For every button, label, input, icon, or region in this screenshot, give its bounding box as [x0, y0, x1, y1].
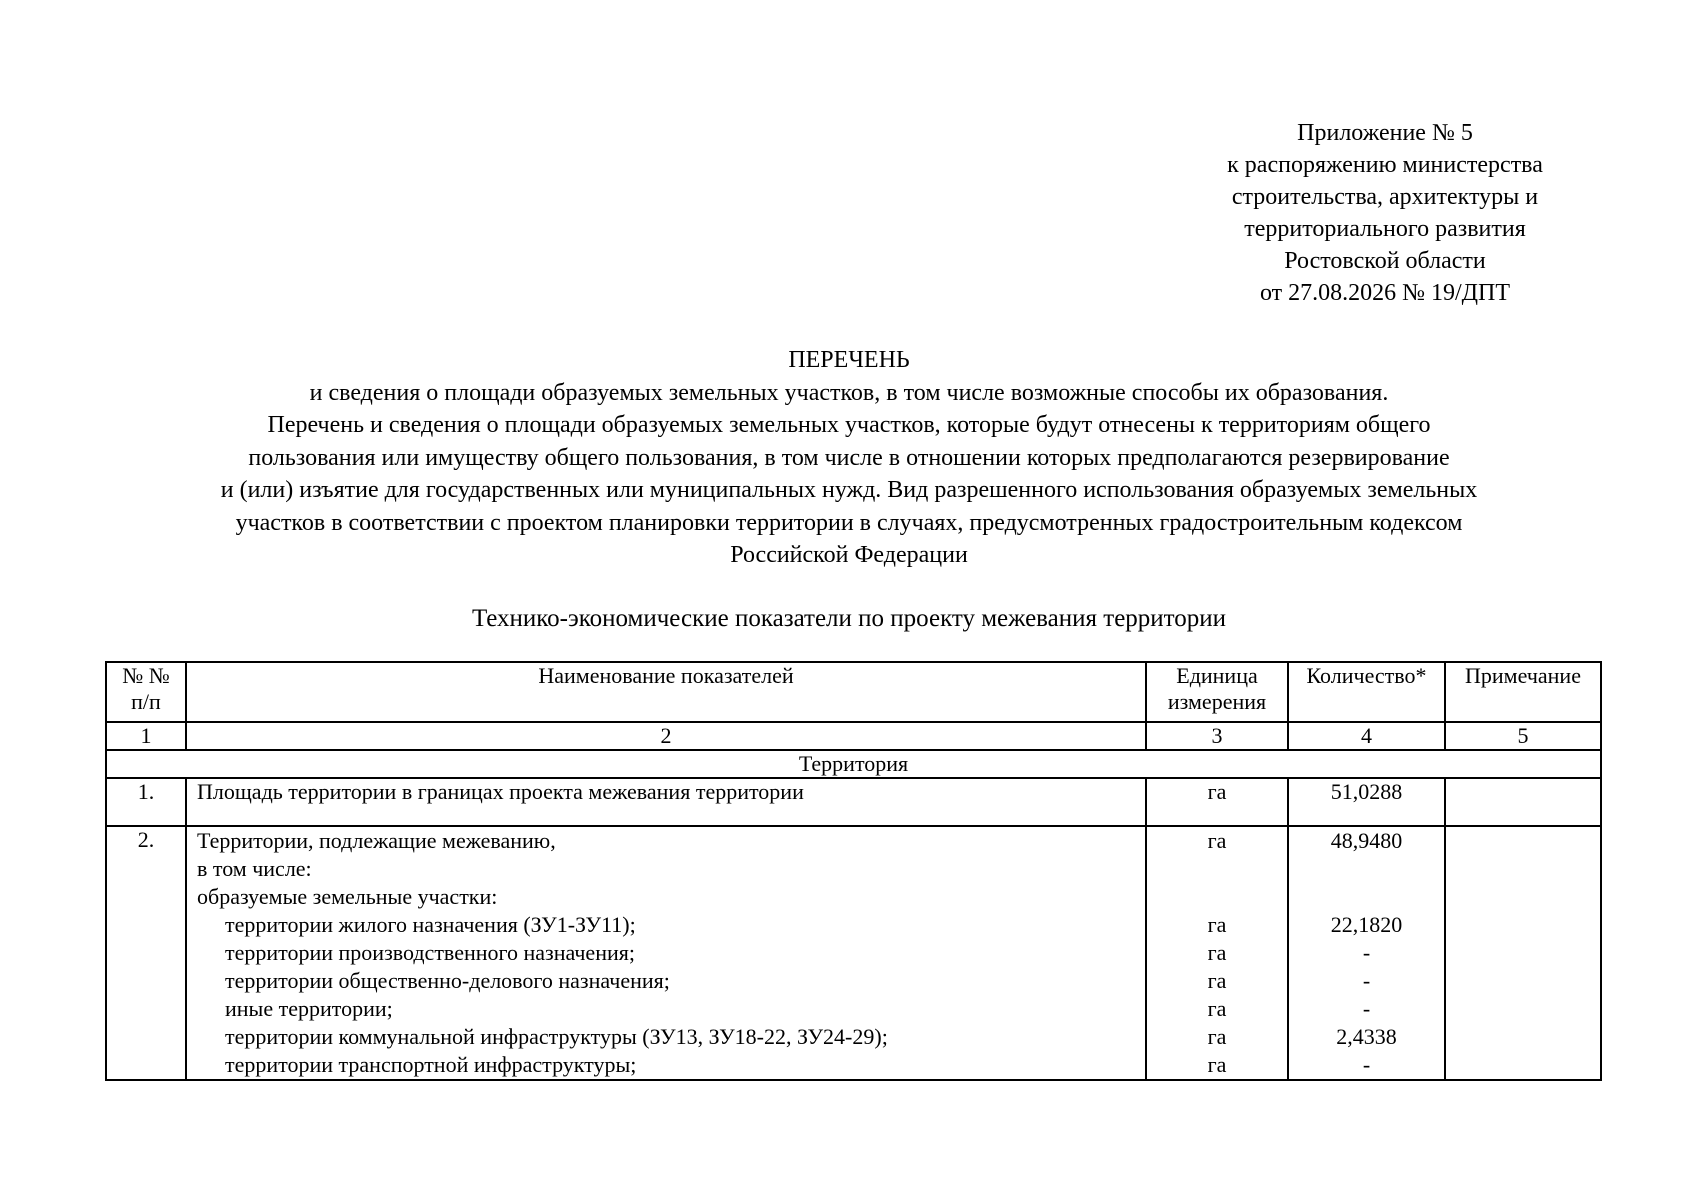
row-line-name: территории транспортной инфраструктуры; [225, 1052, 637, 1077]
appendix-line: от 27.08.2026 № 19/ДПТ [1259, 280, 1511, 306]
row-num: 1. [106, 778, 186, 826]
heading-title: ПЕРЕЧЕНЬ [788, 347, 910, 373]
row-line-qty: 22,1820 [1330, 912, 1403, 937]
row-line-name: территории общественно-делового назначения; [225, 968, 670, 993]
table-row [106, 778, 1601, 826]
section-row [106, 750, 1601, 778]
appendix-line: Ростовской области [1284, 248, 1486, 274]
column-number: 4 [1288, 722, 1445, 750]
appendix-line: к распоряжению министерства [1227, 152, 1543, 178]
row-line-unit: га [1207, 968, 1227, 993]
row-line-name: иные территории; [225, 996, 393, 1021]
appendix-line: строительства, архитектуры и [1231, 184, 1539, 210]
row-line-unit [1147, 883, 1287, 911]
row-line-name: территории коммунальной инфраструктуры (ЗУ13, ЗУ18-22, ЗУ24-29); [225, 1024, 888, 1049]
row-line-name: территории производственного назначения; [225, 940, 635, 965]
section-title: Территория [106, 750, 1601, 778]
column-number: 3 [1146, 722, 1288, 750]
row-line-qty [1289, 855, 1444, 883]
row-line-name: в том числе: [197, 856, 312, 881]
row-note [1445, 778, 1601, 826]
row-name: Площадь территории в границах проекта межевания территории [186, 778, 1146, 826]
table-header-row [106, 662, 1601, 722]
header-unit: Единица измерения [1146, 662, 1288, 722]
indicators-table [105, 661, 1602, 1081]
heading-line: участков в соответствии с проектом планировки территории в случаях, предусмотренных градостроительным кодексом [235, 509, 1463, 536]
table-row [106, 826, 1601, 1080]
header-name: Наименование показателей [186, 662, 1146, 722]
row-name-cell [186, 826, 1146, 1080]
row-line-name: образуемые земельные участки: [197, 884, 498, 909]
header-note: Примечание [1445, 662, 1601, 722]
document-heading [0, 344, 1698, 572]
column-number: 5 [1445, 722, 1601, 750]
heading-line: и (или) изъятие для государственных или муниципальных нужд. Вид разрешенного использования образуемых земельных [220, 477, 1478, 503]
row-line-unit: га [1207, 940, 1227, 965]
row-unit: га [1146, 778, 1288, 826]
row-line-qty [1289, 883, 1444, 911]
row-num: 2. [106, 826, 186, 1080]
heading-line: Перечень и сведения о площади образуемых земельных участков, которые будут отнесены к территориям общего [267, 412, 1431, 438]
row-qty-cell [1288, 826, 1445, 1080]
header-num: № № п/п [106, 662, 186, 722]
row-line-qty: 2,4338 [1336, 1024, 1397, 1049]
table-subtitle: Технико-экономические показатели по проекту межевания территории [471, 605, 1227, 632]
row-note [1445, 826, 1601, 1080]
row-line-unit: га [1207, 912, 1227, 937]
column-number: 1 [106, 722, 186, 750]
row-line-qty: - [1362, 1052, 1371, 1077]
row-line-unit: га [1207, 1052, 1227, 1077]
appendix-block [1185, 117, 1585, 309]
row-qty: 51,0288 [1288, 778, 1445, 826]
row-line-qty: - [1362, 968, 1371, 993]
row-unit-cell [1146, 826, 1288, 1080]
heading-line: пользования или имуществу общего пользования, в том числе в отношении которых предполагаются резервирование [248, 444, 1450, 471]
row-line-qty: - [1362, 996, 1371, 1021]
row-line-unit: га [1207, 828, 1227, 853]
row-line-unit: га [1207, 996, 1227, 1021]
heading-line: Российской Федерации [730, 542, 968, 568]
appendix-line: Приложение № 5 [1297, 120, 1473, 146]
column-number: 2 [186, 722, 1146, 750]
column-number-row [106, 722, 1601, 750]
header-qty: Количество* [1288, 662, 1445, 722]
row-line-qty: - [1362, 940, 1371, 965]
appendix-line: территориального развития [1244, 216, 1526, 242]
row-line-unit: га [1207, 1024, 1227, 1049]
row-line-unit [1147, 855, 1287, 883]
heading-line: и сведения о площади образуемых земельных участков, в том числе возможные способы их образования. [309, 379, 1389, 406]
row-line-name: Территории, подлежащие межеванию, [197, 828, 556, 853]
row-line-name: территории жилого назначения (ЗУ1-ЗУ11); [225, 912, 636, 937]
row-line-qty: 48,9480 [1330, 828, 1403, 853]
